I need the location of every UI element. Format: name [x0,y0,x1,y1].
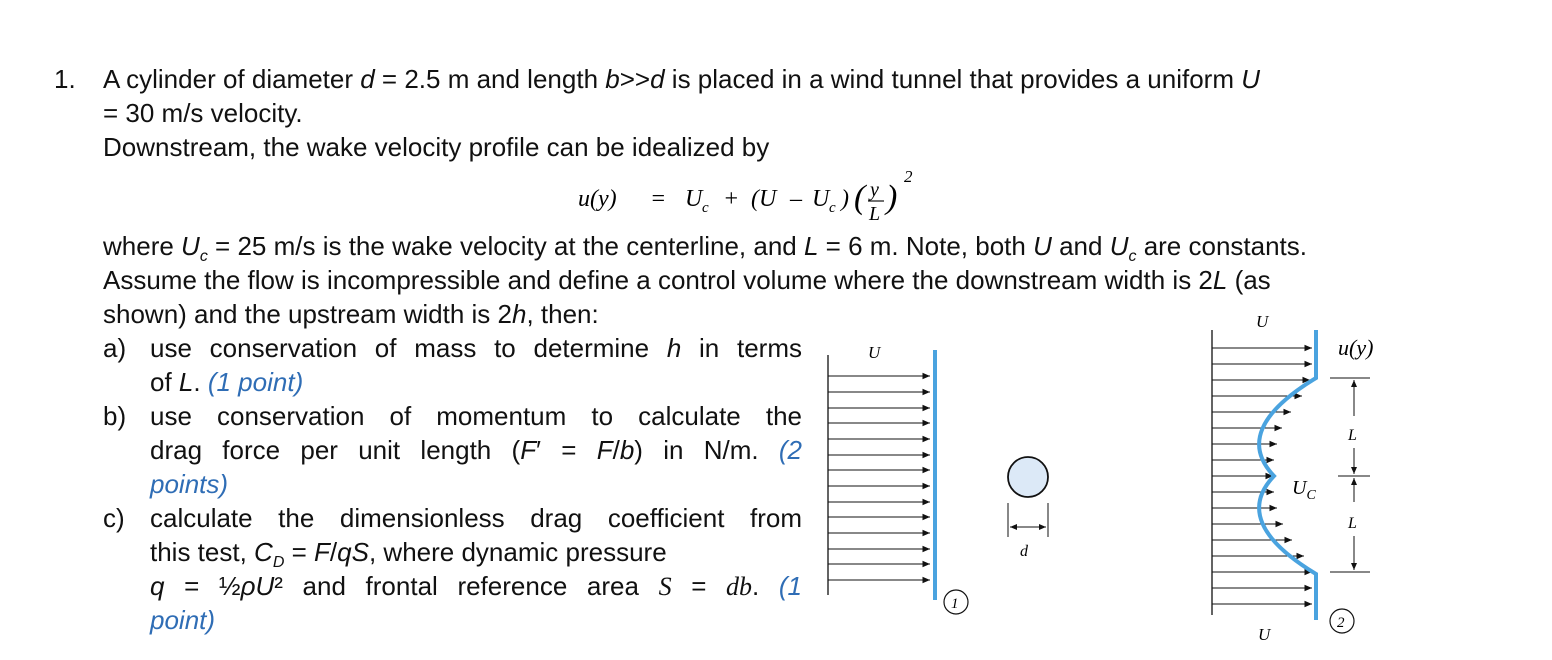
part-c-points: point) [150,605,216,635]
svg-text:(U: (U [751,186,777,212]
upstream-profile [828,350,935,600]
part-a-line-2: of L. (1 point) [150,367,304,397]
svg-text:): ) [886,179,898,216]
problem-line-4: where $U_c = 25$ m/s is the wake velocity at the centerline, and L = 6 m. Note, both U and $U_c$ are constants. [103,231,1308,266]
svg-text:(: ( [854,179,866,216]
svg-text:+: + [723,186,740,212]
svg-text:–: – [790,186,802,212]
part-a-line-1: use conservation of mass to determine h in terms [150,333,802,363]
svg-text:L: L [869,203,881,225]
svg-text:y: y [870,179,879,201]
problem-line-5: Assume the flow is incompressible and define a control volume where the downstream width is 2L (as [103,265,1271,295]
problem-line-1: A cylinder of diameter d = 2.5 m and length b>>d is placed in a wind tunnel that provides a uniform U [103,64,1261,94]
cylinder [1008,457,1048,537]
half-width-label-bottom: L [1348,515,1357,532]
problem-line-3: Downstream, the wake velocity profile can be idealized by [103,132,770,162]
control-volume-figure [800,300,1400,650]
downstream-top-u-label: U [1256,312,1269,331]
problem-line-6: shown) and the upstream width is 2h, then: [103,299,599,329]
part-c-line-3: q = ½ρU² and frontal reference area S = db. (1 [150,571,802,601]
station-2-marker [1330,609,1354,633]
svg-text:c: c [829,200,836,216]
diameter-label: d [1020,543,1028,560]
centerline-label: $U_C$ [1292,477,1316,503]
downstream-bottom-u-label: U [1258,625,1271,644]
problem-number: 1. [54,64,76,94]
half-width-dimensions [1330,378,1370,572]
svg-text:U: U [812,186,830,212]
wake-equation [578,168,958,228]
half-width-label-top: L [1348,427,1357,444]
svg-text:1: 1 [951,596,959,612]
svg-text:u(y): u(y) [578,186,617,212]
svg-text:c: c [702,200,709,216]
part-b-line-2: drag force per unit length (F′ = F/b) in N/m. (2 [150,435,802,465]
part-b-line-1: use conservation of momentum to calculate the [150,401,802,431]
downstream-profile [1212,330,1316,620]
problem-line-2: = 30 m/s velocity. [103,98,303,128]
svg-text:2: 2 [1337,615,1345,631]
profile-label: u(y) [1338,335,1374,360]
svg-text:2: 2 [904,168,913,186]
part-c-line-1: calculate the dimensionless drag coefficient from [150,503,802,533]
part-b-points: points) [150,469,229,499]
svg-text:U: U [685,186,703,212]
part-a-points: (1 point) [207,367,304,397]
part-c-line-2: this test, $C_D = F/qS$, where dynamic pressure [150,537,667,572]
part-b-label: b) [103,401,127,431]
svg-text:): ) [841,186,849,212]
station-1-marker [944,590,968,614]
part-a-label: a) [103,333,127,363]
part-c-label: c) [103,503,125,533]
svg-text:=: = [650,186,667,212]
upstream-u-label: U [868,343,881,362]
